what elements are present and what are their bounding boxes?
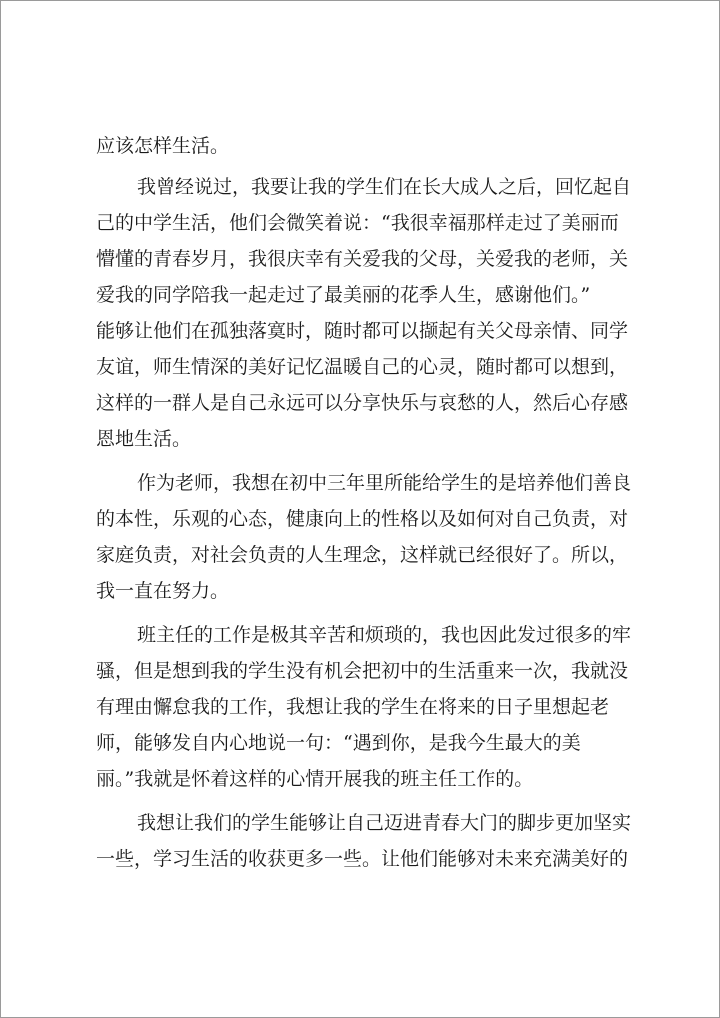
text-line: 恩地生活。: [96, 428, 192, 450]
text-line: 师，能够发自内心地说一句：“遇到你，是我今生最大的美: [96, 732, 581, 754]
text-line: 友谊，师生情深的美好记忆温暖自己的心灵，随时都可以想到，: [96, 356, 629, 378]
text-line: 作为老师，我想在初中三年里所能给学生的是培养他们善良: [137, 472, 632, 494]
text-line: 应该怎样生活。: [96, 135, 230, 157]
text-line: 的本性，乐观的心态，健康向上的性格以及如何对自己负责，对: [96, 508, 629, 530]
text-line: 这样的一群人是自己永远可以分享快乐与哀愁的人，然后心存感: [96, 392, 629, 414]
text-line: 班主任的工作是极其辛苦和烦琐的，我也因此发过很多的牢: [137, 624, 632, 646]
text-line: 懵懂的青春岁月，我很庆幸有关爱我的父母，关爱我的老师，关: [96, 248, 629, 270]
text-line: 家庭负责，对社会负责的人生理念，这样就已经很好了。所以，: [96, 544, 629, 566]
text-line: 一些，学习生活的收获更多一些。让他们能够对未来充满美好的: [96, 848, 629, 870]
text-line: 有理由懈怠我的工作，我想让我的学生在将来的日子里想起老: [96, 696, 610, 718]
text-line: 丽。”我就是怀着这样的心情开展我的班主任工作的。: [96, 768, 534, 790]
text-line: 骚，但是想到我的学生没有机会把初中的生活重来一次，我就没: [96, 660, 629, 682]
text-line: 己的中学生活，他们会微笑着说：“我很幸福那样走过了美丽而: [96, 212, 619, 234]
text-line: 能够让他们在孤独落寞时，随时都可以撷起有关父母亲情、同学: [96, 320, 629, 342]
text-line: 我一直在努力。: [96, 580, 230, 602]
text-line: 我曾经说过，我要让我的学生们在长大成人之后，回忆起自: [137, 176, 632, 198]
text-line: 我想让我们的学生能够让自己迈进青春大门的脚步更加坚实: [137, 812, 632, 834]
text-line: 爱我的同学陪我一起走过了最美丽的花季人生，感谢他们。”: [96, 284, 591, 306]
